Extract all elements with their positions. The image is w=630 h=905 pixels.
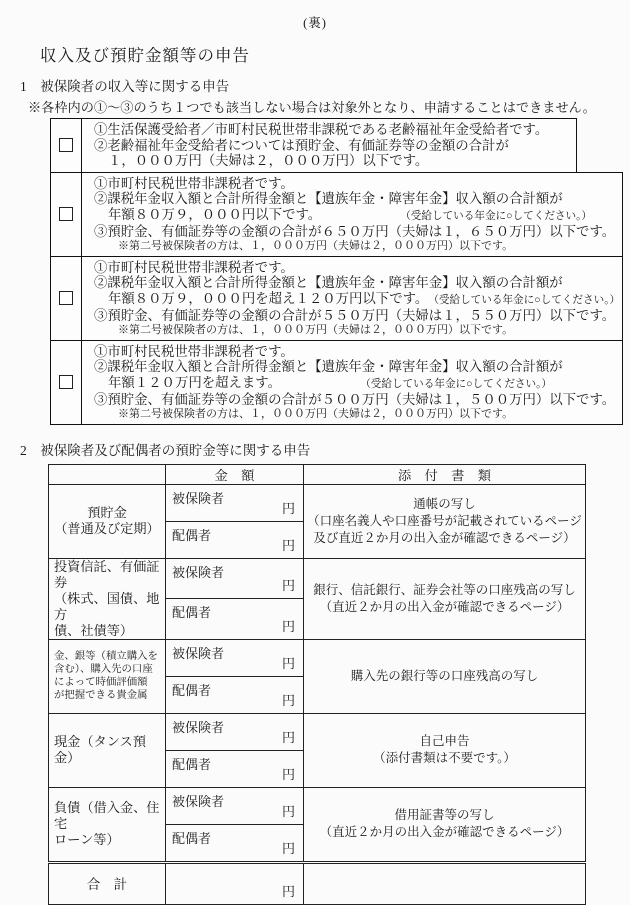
yen-unit: 円 (281, 883, 295, 899)
category-line: ローン等） (54, 832, 120, 847)
spouse-label: 配偶者 (172, 830, 212, 846)
docs-line: （口座名義人や口座番号が記載されているページ (307, 513, 582, 528)
amount-field-spouse-cash[interactable] (166, 750, 304, 787)
category-line: が把握できる貴金属 (54, 690, 148, 701)
page-title: 収入及び預貯金額等の申告 (40, 46, 250, 65)
table-row (49, 713, 586, 750)
form-line-text: 年額８０万９，０００円以下です。 (108, 206, 322, 222)
yen-unit: 円 (281, 803, 295, 819)
amount-field-insured-cash[interactable] (166, 713, 304, 750)
amount-field-spouse-debt[interactable] (166, 824, 304, 862)
checkbox-cell-4[interactable] (51, 341, 82, 424)
amount-field-spouse-metals[interactable] (166, 676, 304, 713)
form-line (94, 207, 622, 225)
pension-circle-note: （受給している年金に○してください。） (428, 294, 621, 306)
table-row (49, 787, 586, 824)
category-line: 債、社債等） (54, 622, 134, 638)
docs-line: （直近２か月の出入金が確認できるページ） (319, 599, 570, 614)
table-row (49, 558, 586, 599)
docs-line: 購入先の銀行等の口座残高の写し (350, 668, 539, 683)
pension-circle-note: （受給している年金に○してください。） (360, 378, 552, 390)
form-line: ①生活保護受給者／市町村民税世帯非課税である老齢福祉年金受給者です。 (94, 122, 549, 137)
yen-unit: 円 (281, 840, 295, 856)
form-line: １，０００万円（夫婦は２，０００万円）以下です。 (108, 153, 429, 168)
header-amount: 金 額 (166, 464, 304, 484)
category-cash (49, 713, 166, 787)
amount-field-insured-metals[interactable] (166, 639, 304, 676)
category-line: 金、銀等（積立購入を (54, 651, 158, 662)
form-line: ②課税年金収入額と合計所得金額と【遺族年金・障害年金】収入額の合計額が (94, 191, 563, 206)
form-line (94, 375, 622, 393)
form-line: ②課税年金収入額と合計所得金額と【遺族年金・障害年金】収入額の合計額が (94, 275, 563, 290)
checkbox-block-4[interactable] (59, 375, 73, 389)
form-line (94, 291, 626, 309)
option-block-4-text (82, 341, 622, 424)
category-line: 預貯金 (87, 505, 127, 520)
total-row (49, 862, 586, 904)
docs-line: 借用証書等の写し (394, 808, 495, 822)
option-block-4 (50, 340, 623, 425)
table-header-row (49, 464, 586, 484)
form-line: ①市町村民税世帯非課税者です。 (94, 259, 294, 275)
form-line: ③預貯金、有価証券等の金額の合計が５００万円（夫婦は１，５００万円）以下です。 (94, 392, 616, 407)
amount-field-insured-securities[interactable] (166, 558, 304, 599)
option-block-1 (50, 118, 577, 173)
yen-unit: 円 (281, 766, 295, 782)
insured-label: 被保険者 (172, 490, 225, 506)
spouse-label: 配偶者 (172, 527, 212, 543)
savings-declaration-table (48, 464, 586, 905)
category-line: （普通及び定期） (54, 521, 160, 536)
category-line: によって時価評価額 (54, 677, 148, 688)
form-line: ③預貯金、有価証券等の金額の合計が６５０万円（夫婦は１，６５０万円）以下です。 (94, 224, 616, 239)
insured-label: 被保険者 (172, 564, 225, 580)
back-side-label: (裏) (303, 16, 327, 30)
total-label: 合 計 (49, 862, 166, 904)
total-docs-empty-cell (304, 862, 586, 904)
checkbox-block-1[interactable] (59, 138, 73, 152)
insured-label: 被保険者 (172, 645, 225, 661)
second-insured-note: ※第二号被保険者の方は、１，０００万円（夫婦は２，０００万円）以下です。 (118, 407, 514, 420)
section1-heading: 1 被保険者の収入等に関する申告 (20, 79, 230, 94)
docs-line: 銀行、信託銀行、証券会社等の口座残高の写し (313, 582, 576, 597)
docs-securities (304, 558, 586, 639)
yen-unit: 円 (281, 500, 295, 516)
insured-label: 被保険者 (172, 719, 225, 735)
docs-line: （添付書類は不要です。） (373, 751, 516, 765)
second-insured-note: ※第二号被保険者の方は、１，０００万円（夫婦は２，０００万円）以下です。 (118, 323, 514, 336)
option-block-2 (50, 172, 623, 257)
checkbox-cell-2[interactable] (51, 173, 82, 256)
checkbox-block-3[interactable] (59, 291, 73, 305)
docs-cash (304, 713, 586, 787)
category-line: 負債（借入金、住宅 (54, 800, 160, 831)
second-insured-note: ※第二号被保険者の方は、１，０００万円（夫婦は２，０００万円）以下です。 (118, 239, 514, 252)
option-block-3-text (82, 257, 626, 340)
category-line: 含む）、購入先の口座 (54, 664, 153, 675)
amount-field-insured-debt[interactable] (166, 787, 304, 824)
docs-line: （直近２か月の出入金が確認できるページ） (319, 825, 570, 839)
checkbox-block-2[interactable] (59, 207, 73, 221)
yen-unit: 円 (281, 618, 295, 634)
table-row (49, 639, 586, 676)
amount-field-spouse-deposits[interactable] (166, 521, 304, 558)
yen-unit: 円 (281, 578, 295, 593)
checkbox-cell-1[interactable] (51, 119, 82, 172)
docs-line: 及び直近２か月の出入金が確認できるページ） (313, 530, 576, 545)
form-line: ③預貯金、有価証券等の金額の合計が５５０万円（夫婦は１，５５０万円）以下です。 (94, 308, 616, 323)
docs-deposits (304, 484, 586, 558)
section1-option-blocks (50, 118, 630, 425)
spouse-label: 配偶者 (172, 682, 212, 698)
form-line: ②老齢福祉年金受給者については預貯金、有価証券等の金額の合計が (94, 137, 509, 153)
table-row (49, 484, 586, 521)
yen-unit: 円 (281, 655, 295, 671)
pension-circle-note: （受給している年金に○してください。） (400, 210, 592, 222)
insured-label: 被保険者 (172, 793, 225, 809)
form-line-text: 年額８０万９，０００円を超え１２０万円以下です。 (108, 290, 429, 306)
amount-field-insured-deposits[interactable] (166, 484, 304, 521)
category-line: （株式、国債、地方 (54, 590, 160, 622)
docs-debt (304, 787, 586, 862)
spouse-label: 配偶者 (172, 605, 212, 620)
category-securities (49, 558, 166, 639)
yen-unit: 円 (281, 729, 295, 745)
header-category-cell (49, 464, 166, 484)
category-line: 現金（タンス預金） (54, 734, 146, 765)
option-block-1-text (82, 119, 576, 172)
form-line: ②課税年金収入額と合計所得金額と【遺族年金・障害年金】収入額の合計額が (94, 359, 563, 374)
form-line: ①市町村民税世帯非課税者です。 (94, 343, 294, 359)
option-block-3 (50, 256, 623, 341)
form-line: ①市町村民税世帯非課税者です。 (94, 175, 294, 191)
category-debt (49, 787, 166, 862)
header-documents: 添 付 書 類 (304, 464, 586, 484)
category-line: 投資信託、有価証券 (54, 558, 160, 590)
amount-field-total[interactable] (166, 862, 304, 904)
yen-unit: 円 (281, 537, 295, 553)
category-deposits (49, 484, 166, 558)
form-line-text: 年額１２０万円を超えます。 (108, 374, 282, 390)
yen-unit: 円 (281, 692, 295, 708)
docs-line: 通帳の写し (413, 496, 476, 511)
docs-line: 自己申告 (419, 734, 470, 748)
spouse-label: 配偶者 (172, 756, 212, 772)
category-precious-metals (49, 639, 166, 713)
section2-heading: 2 被保険者及び配偶者の預貯金等に関する申告 (20, 442, 311, 458)
section1-eligibility-note: ※各枠内の①～③のうち１つでも該当しない場合は対象外となり、申請することはできません。 (28, 100, 596, 115)
amount-field-spouse-securities[interactable] (166, 599, 304, 640)
docs-metals (304, 639, 586, 713)
checkbox-cell-3[interactable] (51, 257, 82, 340)
option-block-2-text (82, 173, 622, 256)
